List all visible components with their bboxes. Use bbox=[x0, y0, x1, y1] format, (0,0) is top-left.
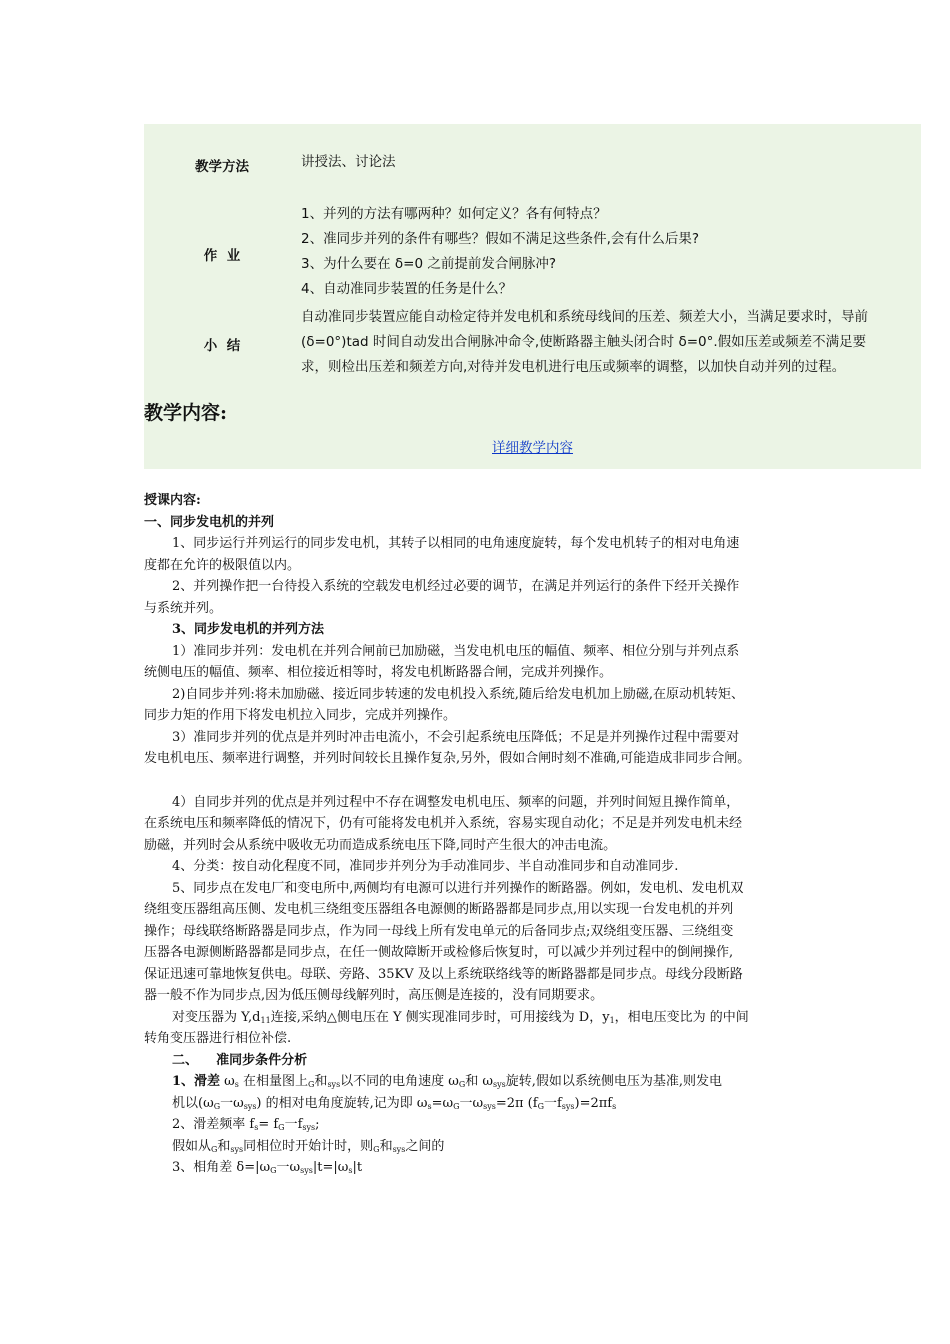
paragraph-line: 1）准同步并列：发电机在并列合闸前已加励磁，当发电机电压的幅值、频率、相位分别与并列点系 bbox=[172, 643, 740, 659]
summary-line: 自动准同步装置应能自动检定待并发电机和系统母线间的压差、频差大小，当满足要求时，导前 bbox=[301, 309, 868, 325]
paragraph-line: 同步力矩的作用下将发电机拉入同步，完成并列操作。 bbox=[144, 708, 457, 723]
paragraph-line: 5、同步点在发电厂和变电所中,两侧均有电源可以进行并列操作的断路器。例如，发电机、发电机双 bbox=[172, 880, 744, 896]
section-1-title: 一、同步发电机的并列 bbox=[144, 514, 275, 530]
paragraph-line: 转角变压器进行相位补偿. bbox=[144, 1031, 292, 1046]
paragraph-line: 在系统电压和频率降低的情况下，仍有可能将发电机并入系统，容易实现自动化；不足是并列发电机未经 bbox=[144, 816, 743, 831]
homework-item: 3、为什么要在 δ=0 之前提前发合闸脉冲? bbox=[301, 256, 556, 272]
paragraph-line: 器一般不作为同步点,因为低压侧母线解列时，高压侧是连接的，没有同期要求。 bbox=[144, 988, 604, 1003]
homework-item: 2、准同步并列的条件有哪些？假如不满足这些条件,会有什么后果? bbox=[301, 231, 700, 247]
content-heading: 教学内容: bbox=[144, 402, 228, 424]
lecture-body bbox=[144, 490, 824, 1179]
method-label: 教学方法 bbox=[195, 159, 249, 175]
homework-item: 1、并列的方法有哪两种？如何定义？各有何特点？ bbox=[301, 206, 607, 222]
detailed-content-link[interactable]: 详细教学内容 bbox=[492, 440, 573, 456]
summary-label: 小 结 bbox=[203, 338, 241, 354]
paragraph-line: 对变压器为 $Y,d_{11}$连接,采纳△侧电压在 Y 侧实现准同步时，可用接线为 D，$y_1$，相电压变比为 的中间 bbox=[172, 1009, 749, 1025]
paragraph-line: 2)自同步并列:将未加励磁、接近同步转速的发电机投入系统,随后给发电机加上励磁,在原动机转矩、 bbox=[172, 686, 744, 702]
method-value: 讲授法、讨论法 bbox=[301, 154, 396, 170]
paragraph-line: 4、分类：按自动化程度不同，准同步并列分为手动准同步、半自动准同步和自动准同步. bbox=[172, 859, 679, 874]
summary-line: (δ=0°)tad 时间自动发出合闸脉冲命令,使断路器主触头闭合时 δ=0°.假如压差或频差不满足要 bbox=[301, 334, 867, 350]
summary-text bbox=[301, 305, 868, 380]
paragraph-line: 机以($\omega_G$一$\omega_{sys}$) 的相对电角度旋转,记为即 $\omega_s=\omega_G$一$\omega_{sys}=2\pi$ ($f_G$一$f_{sys})=2\pi f_s$ bbox=[172, 1095, 617, 1111]
teaching-info-panel bbox=[144, 124, 921, 469]
paragraph-line: 4）自同步并列的优点是并列过程中不存在调整发电机电压、频率的问题，并列时间短且操作简单， bbox=[172, 794, 740, 810]
homework-label: 作 业 bbox=[203, 248, 241, 264]
paragraph-line: 保证迅速可靠地恢复供电。母联、旁路、35KV 及以上系统联络线等的断路器都是同步点。母线分段断路 bbox=[144, 966, 743, 982]
homework-item: 4、自动准同步装置的任务是什么？ bbox=[301, 281, 513, 297]
paragraph-line: 1、滑差 $\omega_s$ 在相量图上$_G$和$_{sys}$以不同的电角速度 $\omega_G$和 $\omega_{sys}$旋转,假如以系统侧电压为基准,则发电 bbox=[172, 1074, 723, 1089]
paragraph-line: 绕组变压器组高压侧、发电机三绕组变压器组各电源侧的断路器都是同步点,用以实现一台发电机的并列 bbox=[144, 902, 734, 917]
paragraph-line: 2、滑差频率 $f_s= f_G$一$f_{sys}$; bbox=[172, 1117, 320, 1132]
paragraph-line: 度都在允许的极限值以内。 bbox=[144, 557, 301, 573]
paragraph-line: 发电机电压、频率进行调整，并列时间较长且操作复杂,另外，假如合闸时刻不准确,可能造成非同步合闸。 bbox=[144, 751, 751, 766]
homework-list bbox=[301, 202, 699, 302]
lecture-label: 授课内容: bbox=[144, 493, 201, 508]
paragraph-line: 统侧电压的幅值、频率、相位接近相等时，将发电机断路器合闸，完成并列操作。 bbox=[144, 665, 613, 680]
paragraph-line: 2、并列操作把一台待投入系统的空载发电机经过必要的调节，在满足并列运行的条件下经开关操作 bbox=[172, 579, 740, 594]
paragraph-line: 1、同步运行并列运行的同步发电机，其转子以相同的电角速度旋转，每个发电机转子的相对电角速 bbox=[172, 536, 740, 551]
subsection-title: 3、同步发电机的并列方法 bbox=[172, 622, 325, 637]
paragraph-line: 压器各电源侧断路器都是同步点，在任一侧故障断开或检修后恢复时，可以减少并列过程中的倒闸操作, bbox=[144, 945, 734, 960]
paragraph-line: 3、相角差 $\delta=|\omega_G$一$\omega_{sys}|t=|\omega_s|t$ bbox=[172, 1160, 363, 1175]
paragraph-line: 与系统并列。 bbox=[144, 600, 223, 616]
paragraph-line: 3）准同步并列的优点是并列时冲击电流小，不会引起系统电压降低；不足是并列操作过程中需要对 bbox=[172, 729, 740, 745]
summary-line: 求，则检出压差和频差方向,对待并发电机进行电压或频率的调整，以加快自动并列的过程。 bbox=[301, 359, 846, 375]
paragraph-line: 操作；母线联络断路器是同步点，作为同一母线上所有发电单元的后备同步点;双绕组变压器、三绕组变 bbox=[144, 923, 734, 939]
paragraph-line: 假如从$_G$和$_{sys}$同相位时开始计时，则$_G$和$_{sys}$之间的 bbox=[172, 1138, 445, 1154]
section-2-title: 二、 准同步条件分析 bbox=[172, 1052, 308, 1068]
paragraph-line: 励磁，并列时会从系统中吸收无功而造成系统电压下降,同时产生很大的冲击电流。 bbox=[144, 837, 617, 853]
